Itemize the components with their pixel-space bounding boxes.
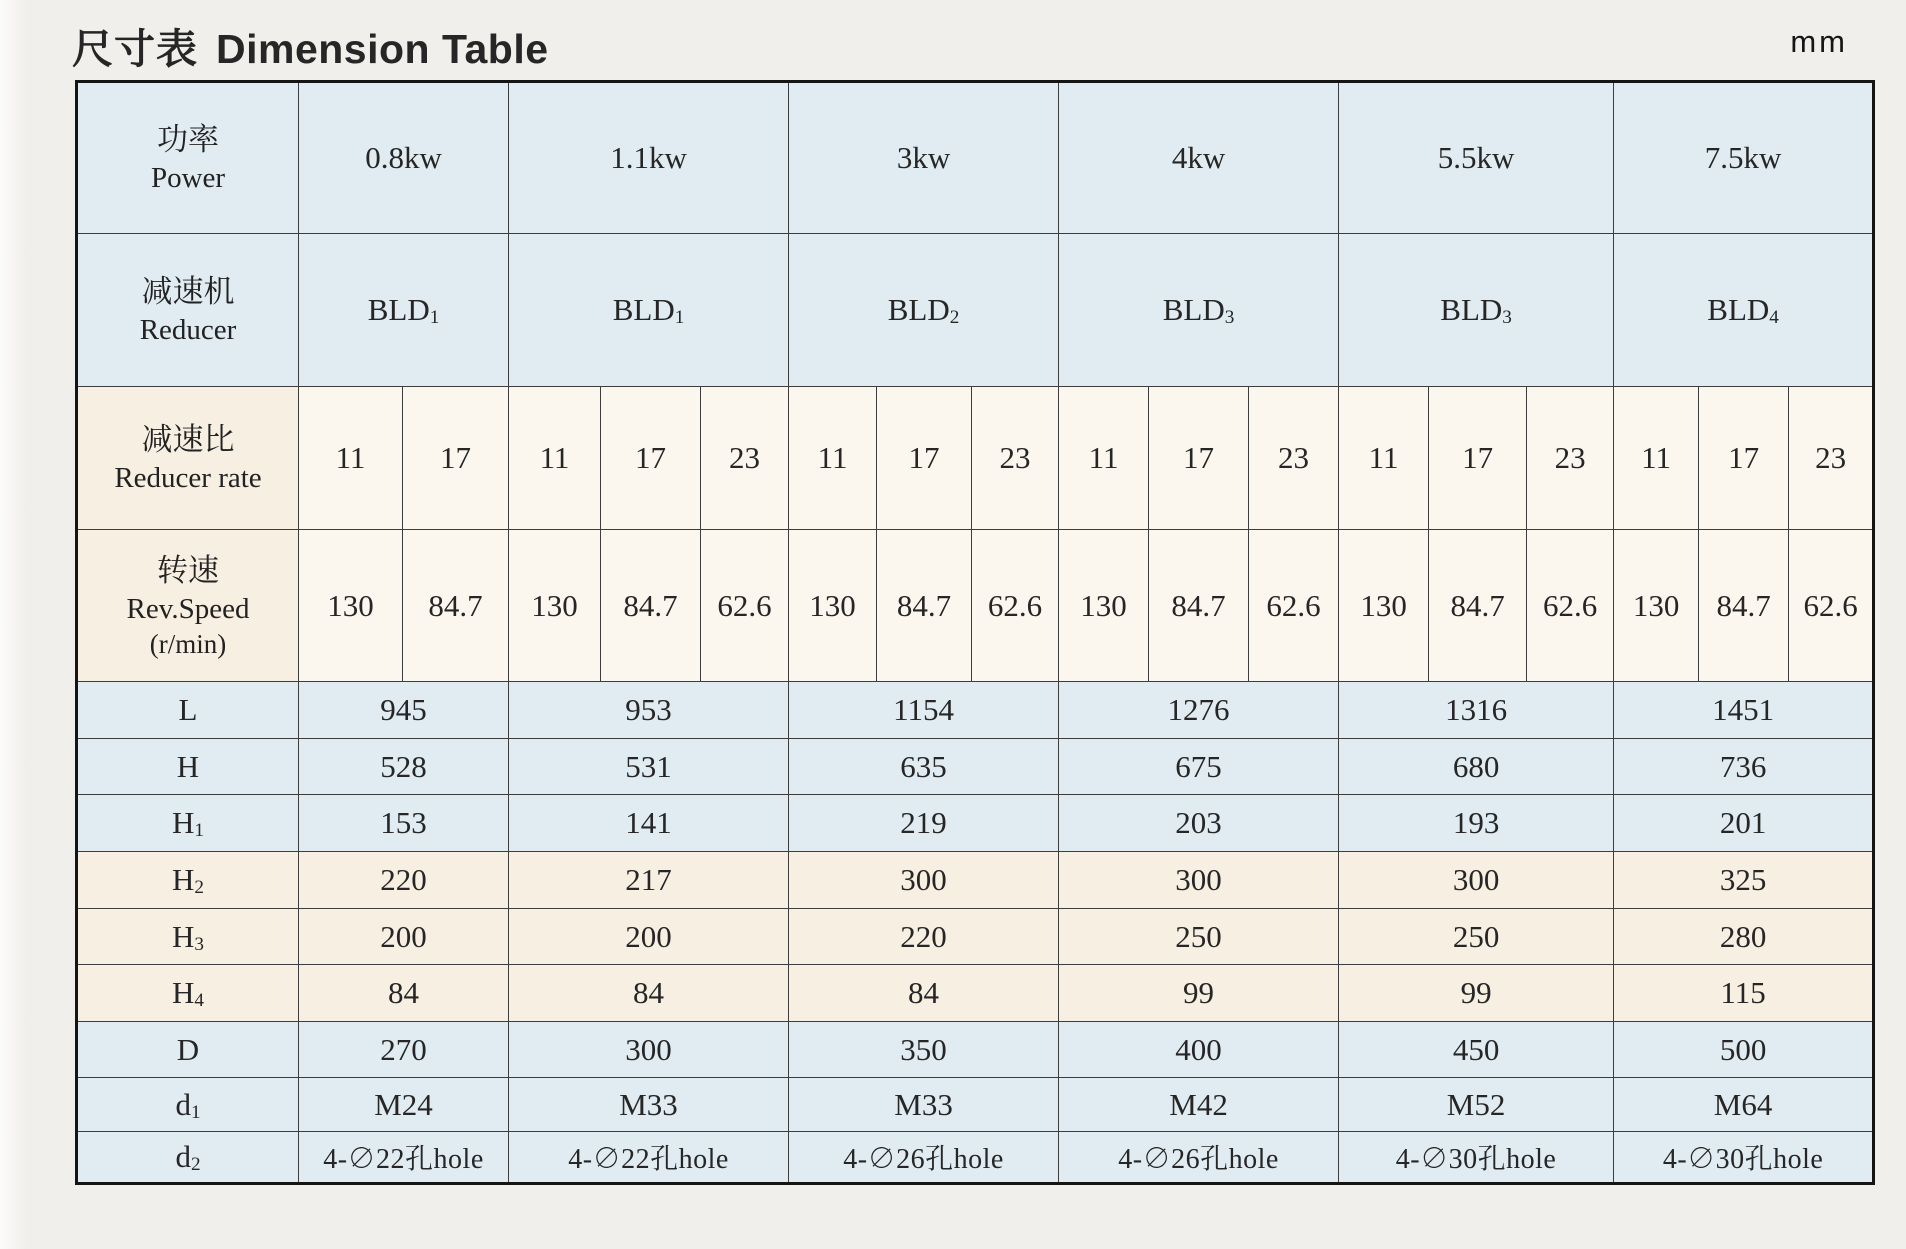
- dim-value-cell: 141: [509, 795, 789, 852]
- speed-row-label: [77, 530, 299, 682]
- rate-cell: 17: [1149, 387, 1249, 530]
- dim-label-base: H: [172, 918, 195, 954]
- dim-value-cell: 200: [299, 909, 509, 965]
- dim-label-sub: 2: [190, 1154, 201, 1175]
- speed-cell: 84.7: [1699, 530, 1789, 682]
- speed-cell: 62.6: [1249, 530, 1339, 682]
- dim-value-cell: 300: [1059, 852, 1339, 909]
- reducer-model-sub: 3: [1224, 307, 1235, 328]
- dim-value-cell: 325: [1614, 852, 1874, 909]
- dim-row-d1: [77, 1078, 1874, 1132]
- dim-value-cell: 400: [1059, 1022, 1339, 1078]
- reducer-model-sub: 3: [1502, 307, 1512, 328]
- speed-cell: 84.7: [1149, 530, 1249, 682]
- speed-cell: 130: [1059, 530, 1149, 682]
- dim-value-cell: 1276: [1059, 682, 1339, 739]
- speed-cell: 84.7: [601, 530, 701, 682]
- dim-value-cell: 680: [1339, 739, 1614, 795]
- reducer-row: [77, 234, 1874, 387]
- rate-cell: 17: [1699, 387, 1789, 530]
- reducer-value-cell: [1614, 234, 1874, 387]
- rate-cell: 17: [403, 387, 509, 530]
- speed-cell: 62.6: [701, 530, 789, 682]
- power-value-cell: 5.5kw: [1339, 82, 1614, 234]
- dim-row-label: [77, 739, 299, 795]
- rate-cell: 11: [1339, 387, 1429, 530]
- power-row-label: [77, 82, 299, 234]
- dim-row-label: [77, 1132, 299, 1184]
- rate-cell: 23: [1249, 387, 1339, 530]
- rate-cell: 23: [1789, 387, 1874, 530]
- rate-cell: 23: [1527, 387, 1614, 530]
- dim-label-sub: 3: [194, 933, 204, 955]
- rate-row: [77, 387, 1874, 530]
- dim-value-cell: 99: [1339, 965, 1614, 1022]
- power-row: [77, 82, 1874, 234]
- rate-cell: 11: [789, 387, 877, 530]
- reducer-value-cell: [1059, 234, 1339, 387]
- reducer-model: BLD: [887, 292, 950, 327]
- speed-cell: 84.7: [1429, 530, 1527, 682]
- rate-cell: 23: [701, 387, 789, 530]
- dim-label-base: H: [172, 975, 195, 1010]
- dim-value-cell: M52: [1339, 1078, 1614, 1132]
- dim-value-cell: 531: [509, 739, 789, 795]
- reducer-model-sub: 1: [674, 307, 685, 328]
- reducer-row-label: [77, 234, 299, 387]
- speed-row: [77, 530, 1874, 682]
- dim-value-cell: 219: [789, 795, 1059, 852]
- dim-value-cell: 193: [1339, 795, 1614, 852]
- dim-value-cell: 4-∅22孔hole: [299, 1132, 509, 1184]
- reducer-model-sub: 2: [949, 307, 960, 328]
- dim-label-sub: 1: [190, 1101, 201, 1123]
- rate-cell: 11: [509, 387, 601, 530]
- dim-value-cell: 115: [1614, 965, 1874, 1022]
- dim-label-sub: 1: [194, 820, 204, 841]
- speed-cell: 84.7: [877, 530, 972, 682]
- dim-value-cell: 200: [509, 909, 789, 965]
- power-value-cell: 0.8kw: [299, 82, 509, 234]
- dim-row-H: [77, 739, 1874, 795]
- reducer-model: BLD: [1707, 292, 1770, 327]
- reducer-value-cell: [509, 234, 789, 387]
- speed-label-zh: 转速: [157, 553, 219, 589]
- dim-value-cell: 220: [299, 852, 509, 909]
- dim-value-cell: 953: [509, 682, 789, 739]
- rate-row-label: [77, 387, 299, 530]
- dim-value-cell: 201: [1614, 795, 1874, 852]
- dim-row-label: [77, 965, 299, 1022]
- rate-cell: 23: [972, 387, 1059, 530]
- dim-row-label: [77, 852, 299, 909]
- dim-value-cell: 945: [299, 682, 509, 739]
- reducer-model: BLD: [367, 292, 430, 327]
- dim-value-cell: 270: [299, 1022, 509, 1078]
- dim-row-label: [77, 795, 299, 852]
- dim-value-cell: 1316: [1339, 682, 1614, 739]
- speed-cell: 84.7: [403, 530, 509, 682]
- power-value-cell: 1.1kw: [509, 82, 789, 234]
- speed-cell: 130: [299, 530, 403, 682]
- dim-value-cell: 500: [1614, 1022, 1874, 1078]
- dim-value-cell: M33: [509, 1078, 789, 1132]
- dimension-table: [75, 80, 1875, 1185]
- dim-row-label: [77, 1078, 299, 1132]
- dim-value-cell: 99: [1059, 965, 1339, 1022]
- reducer-value-cell: [789, 234, 1059, 387]
- dim-value-cell: 4-∅22孔hole: [509, 1132, 789, 1184]
- dim-value-cell: 84: [789, 965, 1059, 1022]
- rate-cell: 11: [1059, 387, 1149, 530]
- dim-value-cell: M64: [1614, 1078, 1874, 1132]
- speed-cell: 130: [1339, 530, 1429, 682]
- dim-value-cell: 153: [299, 795, 509, 852]
- dim-value-cell: 4-∅30孔hole: [1339, 1132, 1614, 1184]
- dim-value-cell: 84: [299, 965, 509, 1022]
- dim-value-cell: 675: [1059, 739, 1339, 795]
- reducer-model: BLD: [1162, 292, 1225, 327]
- dim-value-cell: 300: [509, 1022, 789, 1078]
- speed-label-en: Rev.Speed: [126, 593, 250, 626]
- dim-value-cell: 635: [789, 739, 1059, 795]
- reducer-label-zh: 减速机: [141, 273, 235, 309]
- dim-value-cell: 84: [509, 965, 789, 1022]
- dim-row-H2: [77, 852, 1874, 909]
- dim-row-H1: [77, 795, 1874, 852]
- dim-row-D: [77, 1022, 1874, 1078]
- unit-label: mm: [1790, 24, 1848, 59]
- page-title-zh: 尺寸表: [72, 26, 198, 72]
- reducer-model: BLD: [612, 292, 675, 327]
- dim-value-cell: 1451: [1614, 682, 1874, 739]
- rate-cell: 17: [877, 387, 972, 530]
- rate-cell: 11: [1614, 387, 1699, 530]
- dim-value-cell: M42: [1059, 1078, 1339, 1132]
- dim-label-base: D: [176, 1031, 200, 1067]
- dim-row-H3: [77, 909, 1874, 965]
- speed-cell: 62.6: [1789, 530, 1874, 682]
- dim-value-cell: 300: [789, 852, 1059, 909]
- rate-label-en: Reducer rate: [114, 462, 262, 495]
- dim-value-cell: 250: [1059, 909, 1339, 965]
- power-value-cell: 7.5kw: [1614, 82, 1874, 234]
- power-label-en: Power: [150, 162, 226, 195]
- dim-value-cell: 203: [1059, 795, 1339, 852]
- reducer-model-sub: 1: [429, 307, 440, 328]
- power-value-cell: 4kw: [1059, 82, 1339, 234]
- dim-label-base: H: [172, 862, 195, 897]
- speed-label-unit: (r/min): [149, 628, 227, 659]
- reducer-value-cell: [1339, 234, 1614, 387]
- dim-row-d2: [77, 1132, 1874, 1184]
- dim-value-cell: 350: [789, 1022, 1059, 1078]
- reducer-value-cell: [299, 234, 509, 387]
- reducer-label-en: Reducer: [139, 314, 237, 347]
- rate-cell: 17: [1429, 387, 1527, 530]
- dim-value-cell: 1154: [789, 682, 1059, 739]
- dim-value-cell: 736: [1614, 739, 1874, 795]
- dim-value-cell: 250: [1339, 909, 1614, 965]
- dim-value-cell: 220: [789, 909, 1059, 965]
- dim-label-sub: 4: [194, 990, 204, 1011]
- dim-value-cell: 4-∅26孔hole: [1059, 1132, 1339, 1184]
- dim-value-cell: 217: [509, 852, 789, 909]
- dim-label-base: d: [175, 1086, 191, 1122]
- dim-label-base: d: [175, 1139, 191, 1174]
- power-value-cell: 3kw: [789, 82, 1059, 234]
- dim-row-H4: [77, 965, 1874, 1022]
- dim-row-L: [77, 682, 1874, 739]
- dim-label-base: L: [178, 692, 198, 727]
- reducer-model: BLD: [1440, 292, 1503, 327]
- dim-value-cell: 280: [1614, 909, 1874, 965]
- dim-value-cell: 4-∅26孔hole: [789, 1132, 1059, 1184]
- power-label-zh: 功率: [157, 121, 219, 157]
- dim-row-label: [77, 682, 299, 739]
- rate-cell: 11: [299, 387, 403, 530]
- dim-label-base: H: [176, 748, 200, 784]
- dim-value-cell: M33: [789, 1078, 1059, 1132]
- dim-label-sub: 2: [194, 877, 204, 898]
- speed-cell: 62.6: [972, 530, 1059, 682]
- dim-row-label: [77, 1022, 299, 1078]
- dim-value-cell: 450: [1339, 1022, 1614, 1078]
- dim-value-cell: M24: [299, 1078, 509, 1132]
- rate-label-zh: 减速比: [141, 421, 235, 457]
- page-title-en: Dimension Table: [216, 26, 549, 72]
- speed-cell: 62.6: [1527, 530, 1614, 682]
- dim-value-cell: 528: [299, 739, 509, 795]
- dim-value-cell: 4-∅30孔hole: [1614, 1132, 1874, 1184]
- reducer-model-sub: 4: [1769, 307, 1779, 328]
- dim-row-label: [77, 909, 299, 965]
- speed-cell: 130: [1614, 530, 1699, 682]
- dim-label-base: H: [172, 805, 195, 840]
- dim-value-cell: 300: [1339, 852, 1614, 909]
- speed-cell: 130: [789, 530, 877, 682]
- speed-cell: 130: [509, 530, 601, 682]
- rate-cell: 17: [601, 387, 701, 530]
- page-title: [72, 16, 549, 75]
